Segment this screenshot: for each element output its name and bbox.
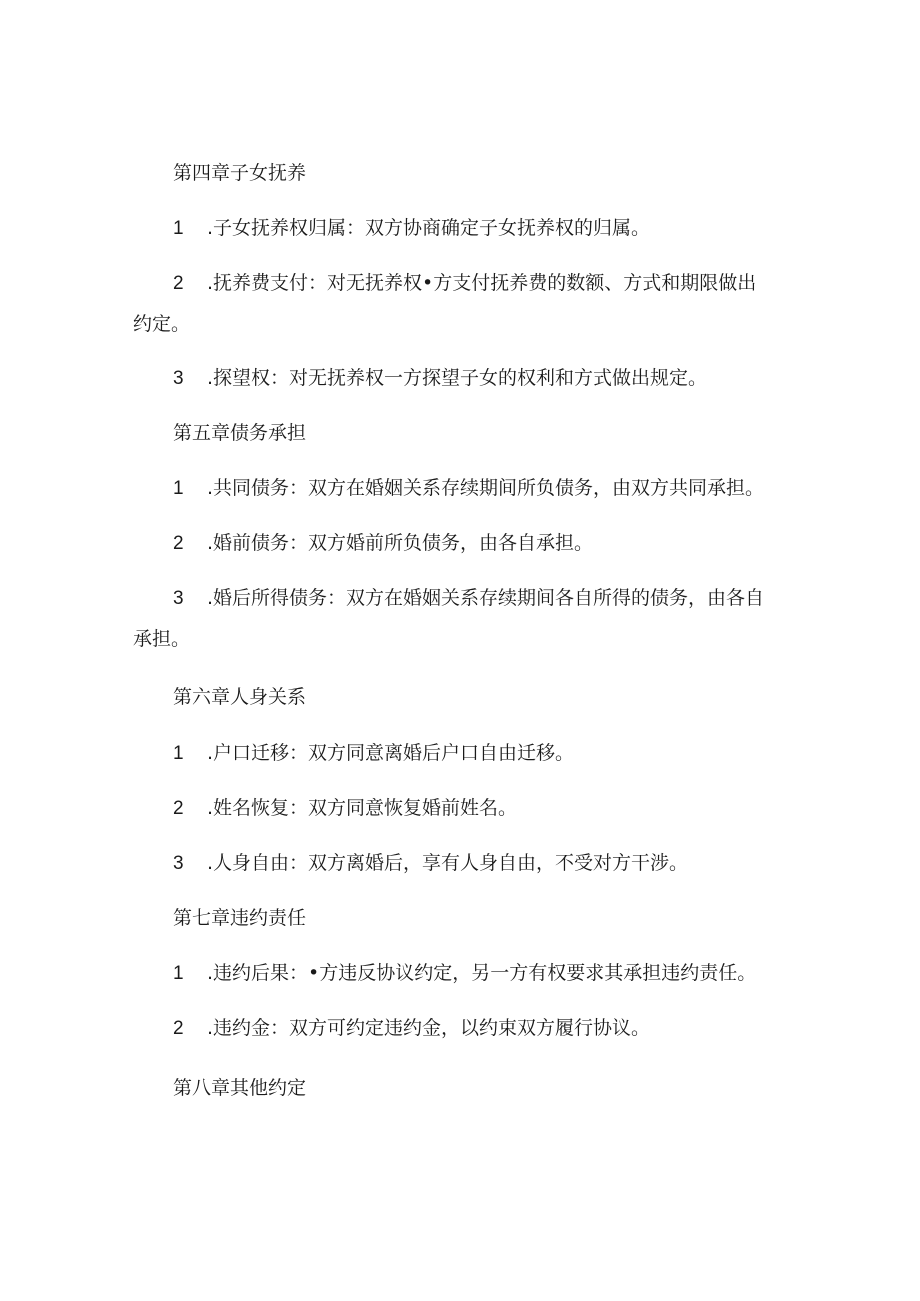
list-item-continuation: 约定。 [133,313,191,335]
item-number: 3 [173,853,184,874]
chapter-heading: 第四章子女抚养 [173,162,307,184]
item-text: .共同债务：双方在婚姻关系存续期间所负债务，由双方共同承担。 [207,477,765,499]
list-item [133,843,833,884]
item-text: .子女抚养权归属：双方协商确定子女抚养权的归属。 [207,217,651,239]
item-number: 2 [173,798,184,819]
list-item [133,1008,833,1049]
chapter-heading: 第八章其他约定 [173,1077,307,1099]
item-number: 3 [173,588,184,609]
list-item [133,208,833,249]
item-number: 3 [173,368,184,389]
list-item-continuation: 承担。 [133,628,191,650]
item-number: 1 [173,963,184,984]
item-number: 2 [173,533,184,554]
list-item [133,468,833,509]
list-item [133,578,833,619]
chapter-heading: 第七章违约责任 [173,907,307,929]
item-number: 1 [173,743,184,764]
item-text: .户口迁移：双方同意离婚后户口自由迁移。 [207,742,575,764]
list-item [133,263,833,304]
item-text: .姓名恢复：双方同意恢复婚前姓名。 [207,797,518,819]
item-text: .违约金：双方可约定违约金，以约束双方履行协议。 [207,1017,651,1039]
list-item [133,523,833,564]
list-item [133,788,833,829]
item-number: 2 [173,1018,184,1039]
item-text: .违约后果：•方违反协议约定，另一方有权要求其承担违约责任。 [207,962,757,984]
item-text: .婚后所得债务：双方在婚姻关系存续期间各自所得的债务，由各自 [207,587,765,609]
list-item [133,953,833,994]
item-text: .人身自由：双方离婚后，享有人身自由，不受对方干涉。 [207,852,689,874]
item-number: 2 [173,273,184,294]
item-text: .婚前债务：双方婚前所负债务，由各自承担。 [207,532,594,554]
list-item [133,358,833,399]
list-item [133,733,833,774]
item-text: .探望权：对无抚养权一方探望子女的权利和方式做出规定。 [207,367,708,389]
chapter-heading: 第六章人身关系 [173,686,307,708]
item-number: 1 [173,478,184,499]
item-text: .抚养费支付：对无抚养权•方支付抚养费的数额、方式和期限做出 [207,272,757,294]
chapter-heading: 第五章债务承担 [173,422,307,444]
item-number: 1 [173,218,184,239]
